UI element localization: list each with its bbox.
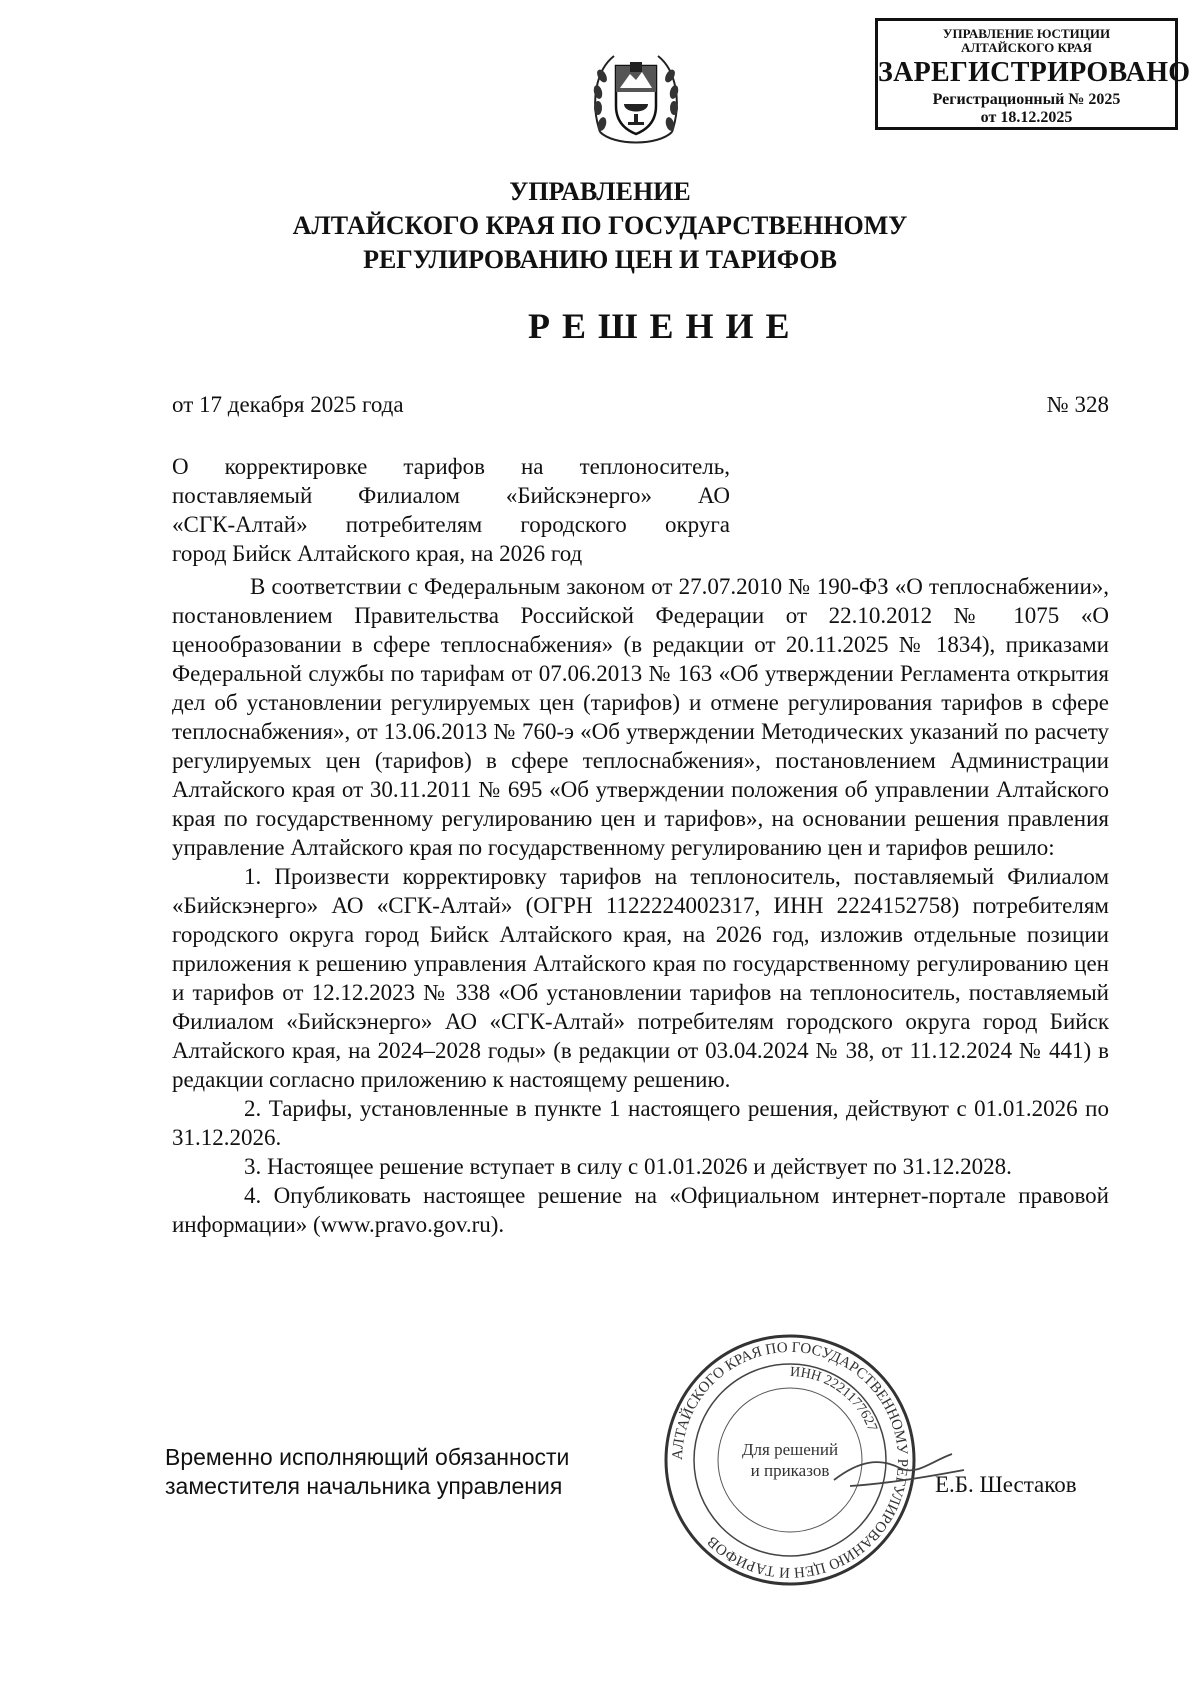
subject-line-1: О корректировке тарифов на теплоноситель, (172, 454, 730, 479)
registration-stamp (875, 18, 1191, 130)
signer-title (165, 1443, 569, 1501)
subject-line-3: «СГК-Алтай» потребителям городского округа (172, 512, 730, 537)
signer-title-line-2: заместителя начальника управления (165, 1473, 563, 1499)
item-2-paragraph: 2. Тарифы, установленные в пункте 1 настоящего решения, действуют с 01.01.2026 по 31.12.2026. (172, 1096, 1109, 1150)
seal-ring-text: АЛТАЙСКОГО КРАЯ ПО ГОСУДАРСТВЕННОМУ РЕГУЛИРОВАНИЮ ЦЕН И ТАРИФОВ (669, 1339, 911, 1581)
stamp-status: ЗАРЕГИСТРИРОВАНО (878, 57, 1191, 89)
stamp-line-1: УПРАВЛЕНИЕ ЮСТИЦИИ (942, 26, 1111, 41)
authority-line-1: УПРАВЛЕНИЕ (509, 177, 691, 206)
subject-line-4: город Бийск Алтайского края, на 2026 год (172, 541, 583, 566)
stamp-line-2: АЛТАЙСКОГО КРАЯ (961, 39, 1092, 55)
seal-inn-text: ИНН 2221177627 (789, 1364, 880, 1434)
seal-center-line-1: Для решений (741, 1440, 839, 1459)
document-number: № 328 (1046, 392, 1109, 417)
authority-header (0, 175, 1200, 277)
document-subject (172, 452, 730, 568)
date-number-line (172, 392, 1109, 418)
item-1-paragraph: 1. Произвести корректировку тарифов на теплоноситель, поставляемый Филиалом «Бийскэнерго» АО «СГК-Алтай» (ОГРН 1122224002317, ИНН 2224152758) потребителям городского округа город Бийск Алтайского края, на 2026 год, изложив отдельные позиции приложения к решению управления Алтайского края по государственному регулированию цен и тарифов от 12.12.2023 № 338 «Об установлении тарифов на теплоноситель, поставляемый Филиалом «Бийскэнерго» АО «СГК-Алтай» потребителям городского округа город Бийск Алтайского края, на 2024–2028 годы» (в редакции от 03.04.2024 № 38, от 11.12.2024 № 441) в редакции согласно приложению к настоящему решению. (172, 864, 1109, 1092)
subject-line-2: поставляемый Филиалом «Бийскэнерго» АО (172, 483, 730, 508)
stamp-reg-number: Регистрационный № 2025 (932, 90, 1121, 108)
authority-line-2: АЛТАЙСКОГО КРАЯ ПО ГОСУДАРСТВЕННОМУ (292, 211, 908, 240)
signer-title-line-1: Временно исполняющий обязанности (165, 1444, 570, 1470)
item-3-paragraph: 3. Настоящее решение вступает в силу с 01.01.2026 и действует по 31.12.2028. (244, 1154, 1012, 1179)
item-4-paragraph: 4. Опубликовать настоящее решение на «Официальном интернет-портале правовой информации» (www.pravo.gov.ru). (172, 1183, 1109, 1237)
document-type: РЕШЕНИЕ (528, 306, 802, 346)
authority-line-3: РЕГУЛИРОВАНИЮ ЦЕН И ТАРИФОВ (363, 245, 837, 274)
signer-name: Е.Б. Шестаков (935, 1472, 1077, 1497)
document-date: от 17 декабря 2025 года (172, 392, 404, 417)
preamble-paragraph: В соответствии с Федеральным законом от 27.07.2010 № 190-ФЗ «О теплоснабжении», постановлением Правительства Российской Федерации от 22.10.2012 № 1075 «О ценообразовании в сфере теплоснабжения» (в редакции от 20.11.2025 № 1834), приказами Федеральной службы по тарифам от 07.06.2013 № 163 «Об утверждении Регламента открытия дел об установлении регулируемых цен (тарифов) и отмене регулирования тарифов в сфере теплоснабжения», от 13.06.2013 № 760-э «Об утверждении Методических указаний по расчету регулируемых цен (тарифов) в сфере теплоснабжения», постановлением Администрации Алтайского края от 30.11.2011 № 695 «Об утверждении положения об управлении Алтайского края по государственному регулированию цен и тарифов», на основании решения правления управление Алтайского края по государственному регулированию цен и тарифов решило: (172, 574, 1109, 860)
document-body (172, 572, 1109, 1239)
seal-center-line-2: и приказов (750, 1461, 830, 1480)
stamp-reg-date: от 18.12.2025 (980, 109, 1073, 127)
coat-of-arms-icon (590, 42, 682, 154)
